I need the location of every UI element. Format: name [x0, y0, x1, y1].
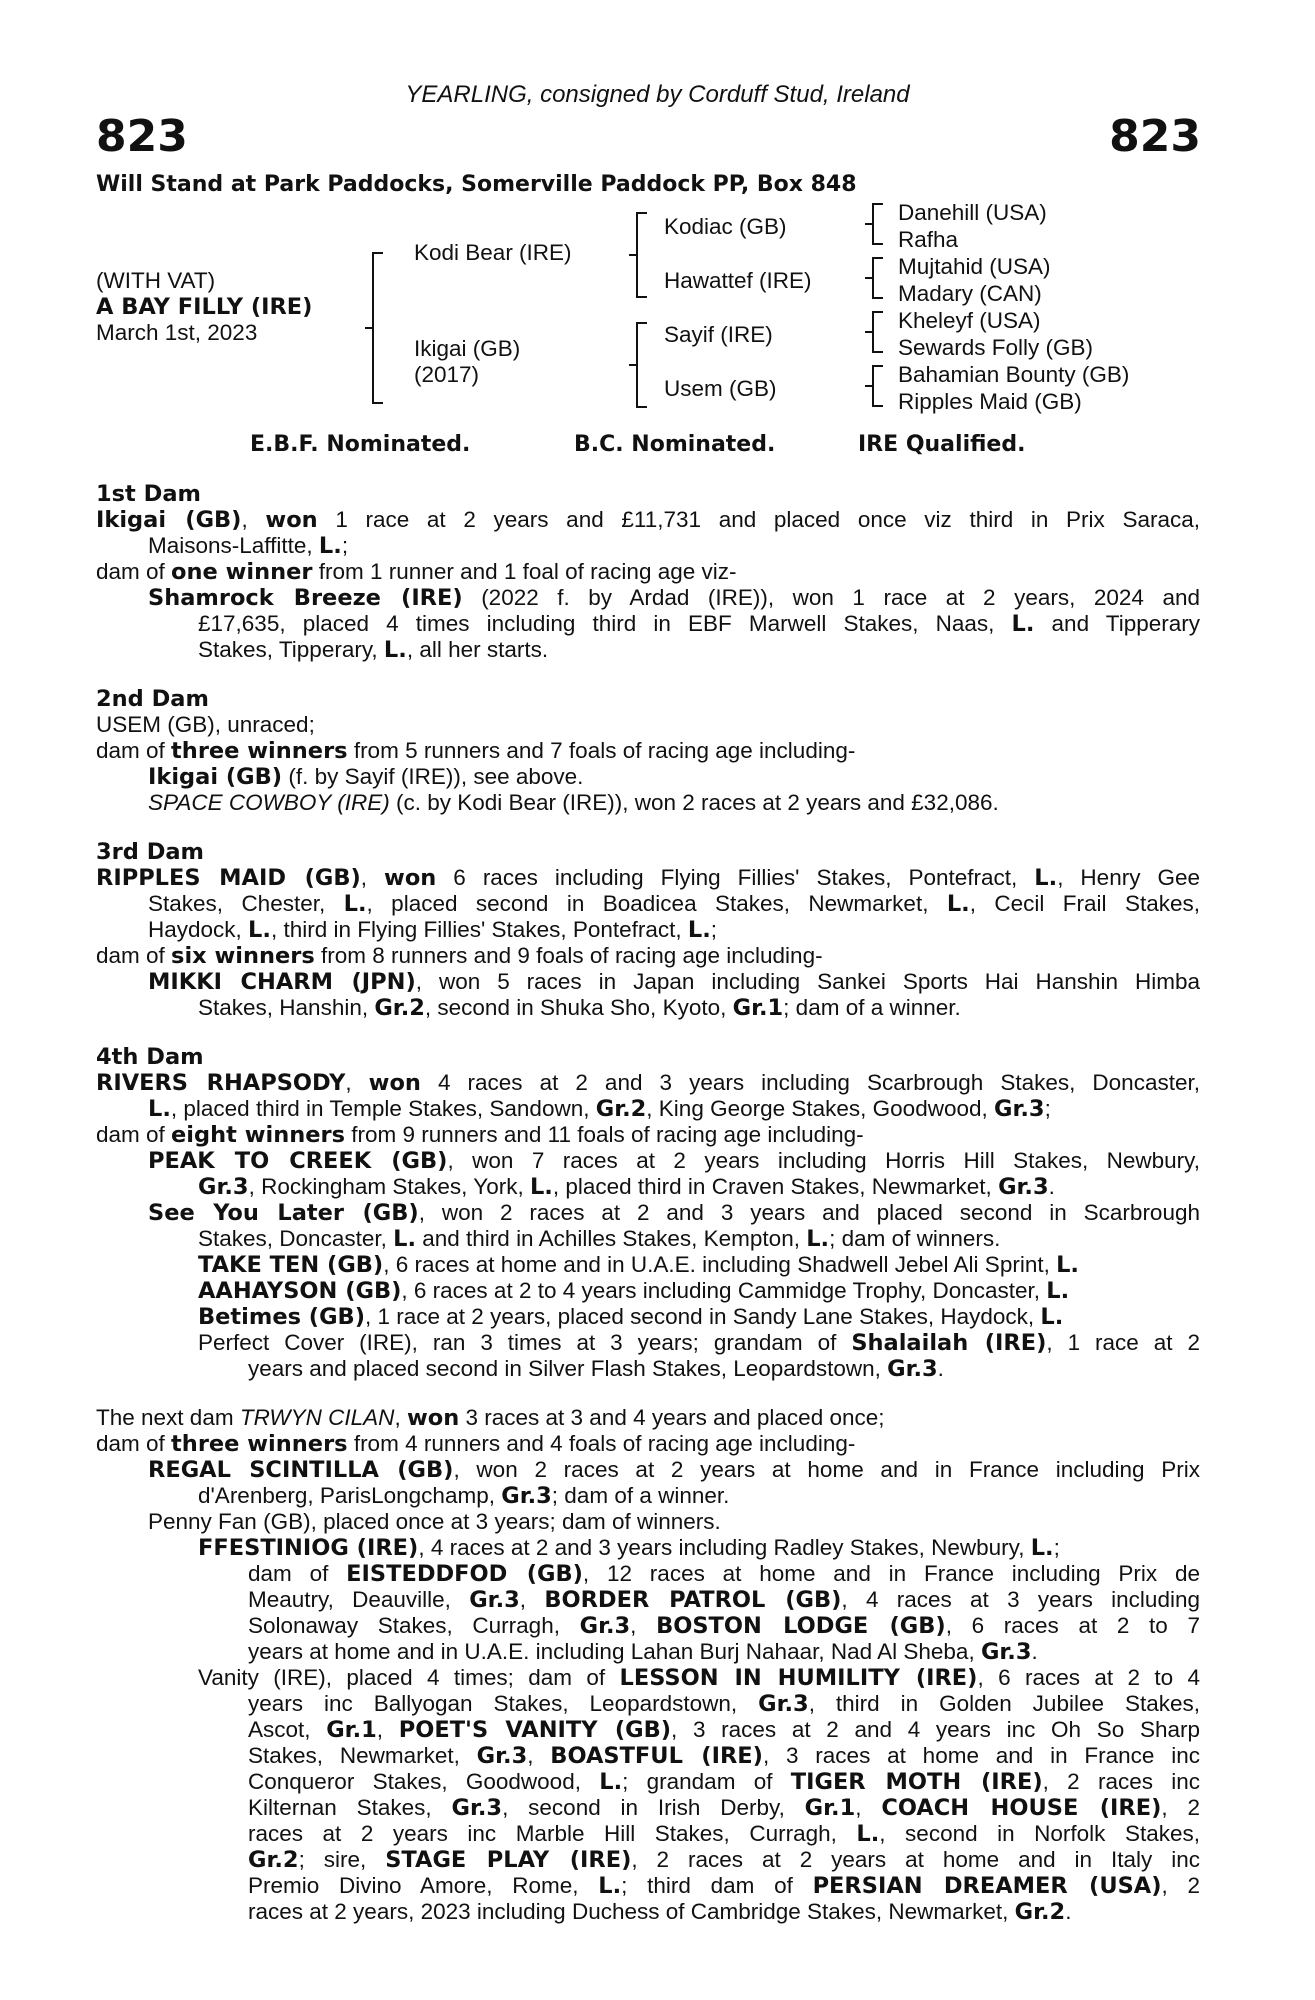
pedigree-brace-g34	[872, 257, 883, 299]
dam4-line: RIVERS RHAPSODY, won 4 races at 2 and 3 years including Scarbrough Stakes, Doncaster,	[96, 1070, 1200, 1096]
lot-number-left: 823	[96, 111, 188, 162]
next-dam-line: REGAL SCINTILLA (GB), won 2 races at 2 years at home and in France including Prix	[148, 1457, 1200, 1483]
dam4-line: AAHAYSON (GB), 6 races at 2 to 4 years including Cammidge Trophy, Doncaster, L.	[198, 1278, 1070, 1304]
pedigree-g6: Sewards Folly (GB)	[898, 335, 1094, 360]
next-dam-line: Stakes, Newmarket, Gr.3, BOASTFUL (IRE), 3 races at home and in France inc	[248, 1743, 1200, 1769]
pedigree-dam: Ikigai (GB)	[414, 336, 521, 361]
ebf-nomination: E.B.F. Nominated.	[250, 432, 471, 457]
pedigree-g3: Mujtahid (USA)	[898, 254, 1051, 279]
pedigree-g2: Rafha	[898, 227, 959, 252]
next-dam-line: d'Arenberg, ParisLongchamp, Gr.3; dam of a winner.	[198, 1483, 730, 1509]
section-heading-1st-dam: 1st Dam	[96, 481, 201, 507]
pedigree-g5: Kheleyf (USA)	[898, 308, 1041, 333]
next-dam-line: Conqueror Stakes, Goodwood, L.; grandam of TIGER MOTH (IRE), 2 races inc	[248, 1769, 1200, 1795]
pedigree-g7: Bahamian Bounty (GB)	[898, 362, 1130, 387]
pedigree-brace-main	[372, 252, 383, 404]
dam4-line: years and placed second in Silver Flash Stakes, Leopardstown, Gr.3.	[248, 1356, 944, 1382]
dam4-line: dam of eight winners from 9 runners and 11 foals of racing age including-	[96, 1122, 864, 1148]
next-dam-line: Ascot, Gr.1, POET'S VANITY (GB), 3 races at 2 and 4 years inc Oh So Sharp	[248, 1717, 1200, 1743]
section-heading-2nd-dam: 2nd Dam	[96, 686, 209, 712]
dam4-line: Stakes, Doncaster, L. and third in Achilles Stakes, Kempton, L.; dam of winners.	[198, 1226, 1001, 1252]
dam3-line: Haydock, L., third in Flying Fillies' Stakes, Pontefract, L.;	[148, 917, 718, 943]
dam4-line: See You Later (GB), won 2 races at 2 and 3 years and placed second in Scarbrough	[148, 1200, 1200, 1226]
lot-number-right: 823	[1109, 111, 1201, 162]
next-dam-line: Kilternan Stakes, Gr.3, second in Irish Derby, Gr.1, COACH HOUSE (IRE), 2	[248, 1795, 1200, 1821]
pedigree-sire-sire: Kodiac (GB)	[664, 214, 787, 239]
next-dam-line: years inc Ballyogan Stakes, Leopardstown, Gr.3, third in Golden Jubilee Stakes,	[248, 1691, 1200, 1717]
dam3-line: dam of six winners from 8 runners and 9 foals of racing age including-	[96, 943, 823, 969]
pedigree-brace-dam	[636, 322, 647, 408]
foaling-date: March 1st, 2023	[96, 320, 258, 345]
dam1-line: Maisons-Laffitte, L.;	[148, 533, 349, 559]
pedigree-brace-g12	[872, 203, 883, 245]
dam2-line: USEM (GB), unraced;	[96, 712, 315, 737]
dam3-line: RIPPLES MAID (GB), won 6 races including Flying Fillies' Stakes, Pontefract, L., Henry Gee	[96, 865, 1200, 891]
next-dam-line: Gr.2; sire, STAGE PLAY (IRE), 2 races at 2 years at home and in Italy inc	[248, 1847, 1200, 1873]
pedigree-dam-dam: Usem (GB)	[664, 376, 777, 401]
dam2-line: SPACE COWBOY (IRE) (c. by Kodi Bear (IRE)), won 2 races at 2 years and £32,086.	[148, 790, 999, 815]
dam4-line: TAKE TEN (GB), 6 races at home and in U.A.E. including Shadwell Jebel Ali Sprint, L.	[198, 1252, 1079, 1278]
next-dam-line: The next dam TRWYN CILAN, won 3 races at 3 and 4 years and placed once;	[96, 1405, 885, 1431]
pedigree-dam-year: (2017)	[414, 362, 480, 387]
dam1-line: £17,635, placed 4 times including third in EBF Marwell Stakes, Naas, L. and Tipperary	[198, 611, 1200, 637]
pedigree-g1: Danehill (USA)	[898, 200, 1047, 225]
dam1-line: Ikigai (GB), won 1 race at 2 years and £11,731 and placed once viz third in Prix Saraca,	[96, 507, 1200, 533]
next-dam-line: Vanity (IRE), placed 4 times; dam of LESSON IN HUMILITY (IRE), 6 races at 2 to 4	[198, 1665, 1200, 1691]
dam1-line: Stakes, Tipperary, L., all her starts.	[198, 637, 549, 663]
next-dam-line: Premio Divino Amore, Rome, L.; third dam of PERSIAN DREAMER (USA), 2	[248, 1873, 1200, 1899]
pedigree-dam-sire: Sayif (IRE)	[664, 322, 773, 347]
pedigree-sire: Kodi Bear (IRE)	[414, 240, 572, 265]
next-dam-line: Solonaway Stakes, Curragh, Gr.3, BOSTON LODGE (GB), 6 races at 2 to 7	[248, 1613, 1200, 1639]
dam3-line: Stakes, Chester, L., placed second in Boadicea Stakes, Newmarket, L., Cecil Frail Stakes,	[148, 891, 1200, 917]
dam2-line: Ikigai (GB) (f. by Sayif (IRE)), see above.	[148, 764, 584, 790]
pedigree-brace-sire	[636, 212, 647, 298]
dam4-line: Gr.3, Rockingham Stakes, York, L., placed third in Craven Stakes, Newmarket, Gr.3.	[198, 1174, 1055, 1200]
dam1-line: Shamrock Breeze (IRE) (2022 f. by Ardad (IRE)), won 1 race at 2 years, 2024 and	[148, 585, 1200, 611]
next-dam-line: dam of three winners from 4 runners and 4 foals of racing age including-	[96, 1431, 856, 1457]
pedigree-sire-dam: Hawattef (IRE)	[664, 268, 812, 293]
dam1-line: dam of one winner from 1 runner and 1 foal of racing age viz-	[96, 559, 737, 585]
next-dam-line: FFESTINIOG (IRE), 4 races at 2 and 3 years including Radley Stakes, Newbury, L.;	[198, 1535, 1060, 1561]
dam4-line: Betimes (GB), 1 race at 2 years, placed second in Sandy Lane Stakes, Haydock, L.	[198, 1304, 1064, 1330]
pedigree-brace-g56	[872, 311, 883, 353]
section-heading-3rd-dam: 3rd Dam	[96, 839, 204, 865]
ire-qualified: IRE Qualified.	[858, 432, 1026, 457]
dam4-line: PEAK TO CREEK (GB), won 7 races at 2 years including Horris Hill Stakes, Newbury,	[148, 1148, 1201, 1174]
next-dam-line: years at home and in U.A.E. including Lahan Burj Nahaar, Nad Al Sheba, Gr.3.	[248, 1639, 1038, 1665]
next-dam-line: dam of EISTEDDFOD (GB), 12 races at home and in France including Prix de	[248, 1561, 1200, 1587]
horse-name: A BAY FILLY (IRE)	[96, 294, 313, 320]
stand-location: Will Stand at Park Paddocks, Somerville Paddock PP, Box 848	[96, 172, 857, 197]
next-dam-line: Meautry, Deauville, Gr.3, BORDER PATROL (GB), 4 races at 3 years including	[248, 1587, 1200, 1613]
next-dam-line: races at 2 years, 2023 including Duchess of Cambridge Stakes, Newmarket, Gr.2.	[248, 1899, 1072, 1925]
pedigree-g8: Ripples Maid (GB)	[898, 389, 1082, 414]
dam4-line: L., placed third in Temple Stakes, Sandown, Gr.2, King George Stakes, Goodwood, Gr.3;	[148, 1096, 1051, 1122]
bc-nomination: B.C. Nominated.	[574, 432, 776, 457]
next-dam-line: Penny Fan (GB), placed once at 3 years; dam of winners.	[148, 1509, 721, 1534]
dam4-line: Perfect Cover (IRE), ran 3 times at 3 years; grandam of Shalailah (IRE), 1 race at 2	[198, 1330, 1200, 1356]
next-dam-line: races at 2 years inc Marble Hill Stakes, Curragh, L., second in Norfolk Stakes,	[248, 1821, 1200, 1847]
dam3-line: Stakes, Hanshin, Gr.2, second in Shuka Sho, Kyoto, Gr.1; dam of a winner.	[198, 995, 961, 1021]
dam3-line: MIKKI CHARM (JPN), won 5 races in Japan including Sankei Sports Hai Hanshin Himba	[148, 969, 1201, 995]
dam2-line: dam of three winners from 5 runners and 7 foals of racing age including-	[96, 738, 856, 764]
section-heading-4th-dam: 4th Dam	[96, 1044, 204, 1070]
consignment-header: YEARLING, consigned by Corduff Stud, Ireland	[405, 81, 910, 108]
vat-note: (WITH VAT)	[96, 268, 216, 293]
pedigree-brace-g78	[872, 365, 883, 407]
pedigree-g4: Madary (CAN)	[898, 281, 1042, 306]
